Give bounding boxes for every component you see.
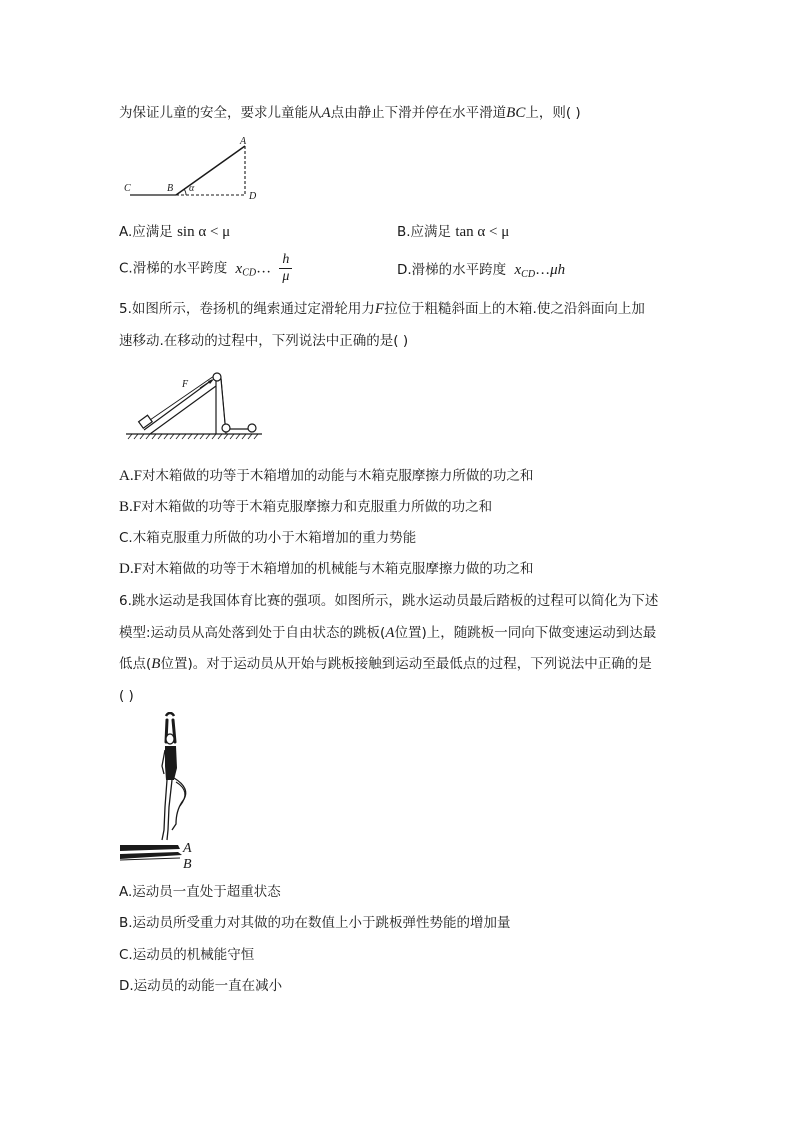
q5-stem-line-2: 速移动.在移动的过程中，下列说法中正确的是( ): [119, 333, 409, 349]
q4-option-a: [119, 222, 230, 242]
q4-option-c-rel: …: [256, 260, 272, 277]
q5-stem-line-1: [119, 299, 645, 319]
q4-label-alpha: α: [189, 183, 195, 194]
q4-option-c-sub: CD: [242, 267, 257, 279]
q5-option-c: C.木箱克服重力所做的功小于木箱增加的重力势能: [119, 530, 417, 546]
q5-winch-figure: [122, 368, 267, 440]
q5-option-a: [119, 466, 533, 486]
q4-stem: [119, 103, 581, 123]
q4-option-d-text: D.滑梯的水平跨度: [397, 262, 507, 278]
q5-stem-text-2: 拉位于粗糙斜面上的木箱.使之沿斜面向上加: [384, 301, 645, 317]
q4-option-a-math: sin α < μ: [177, 224, 231, 240]
q6-stem-line-4: ( ): [119, 688, 134, 704]
q5-option-b-text: 对木箱做的功等于木箱克服摩擦力和克服重力所做的功之和: [141, 499, 493, 515]
q6-label-a: A: [183, 841, 192, 856]
q6-stem-text-1: 模型:运动员从高处落到处于自由状态的跳板(: [119, 625, 386, 641]
q4-option-c: [119, 252, 292, 285]
q4-label-d: D: [249, 191, 257, 202]
q4-label-c: C: [124, 183, 131, 194]
q4-slide-figure: [118, 133, 278, 203]
q6-stem-line-2: [119, 623, 656, 643]
q4-point-bc: BC: [506, 105, 526, 121]
q4-option-c-fraction: [279, 252, 292, 285]
q4-label-a: A: [240, 136, 247, 147]
q5-option-d-text: 对木箱做的功等于木箱增加的机械能与木箱克服摩擦力做的功之和: [141, 561, 534, 577]
q4-option-d-tail: μh: [550, 262, 566, 278]
q6-stem-line-3: [119, 654, 652, 674]
q4-option-c-var: x: [235, 260, 243, 277]
q4-point-a: A: [321, 105, 331, 121]
q4-option-d-var: x: [514, 262, 522, 278]
q6-stem-b: B: [151, 656, 161, 672]
q6-option-a: A.运动员一直处于超重状态: [119, 884, 281, 900]
q6-option-b: B.运动员所受重力对其做的功在数值上小于跳板弹性势能的增加量: [119, 915, 511, 931]
q4-option-c-numerator: h: [279, 252, 292, 269]
q4-option-d: [397, 260, 565, 285]
q4-stem-text-2: 点由静止下滑并停在水平滑道: [330, 105, 507, 121]
q4-option-b-math: tan α < μ: [455, 224, 510, 240]
q4-stem-text-3: 上，则( ): [525, 105, 581, 121]
q6-stem-text-3: 低点(: [119, 656, 152, 672]
q5-option-a-label: A.F: [119, 468, 142, 484]
q5-option-d: [119, 559, 533, 579]
q5-option-d-label: D.F: [119, 561, 142, 577]
q4-option-b: [397, 222, 509, 242]
q5-option-b-label: B.F: [119, 499, 142, 515]
q6-label-b: B: [183, 857, 192, 872]
q6-stem-text-4: 位置)。对于运动员从开始与跳板接触到运动至最低点的过程，下列说法中正确的是: [160, 656, 652, 672]
q5-stem-text-1: 5.如图所示，卷扬机的绳索通过定滑轮用力: [119, 301, 375, 317]
q4-option-d-sub: CD: [521, 269, 536, 280]
q5-option-a-text: 对木箱做的功等于木箱增加的动能与木箱克服摩擦力所做的功之和: [141, 468, 534, 484]
q6-option-c: C.运动员的机械能守恒: [119, 947, 255, 963]
q4-option-d-rel: …: [535, 262, 551, 278]
q6-option-d: D.运动员的动能一直在减小: [119, 978, 283, 994]
q5-label-f: F: [182, 379, 189, 390]
q4-label-b: B: [167, 183, 174, 194]
q4-option-c-denominator: μ: [282, 269, 290, 284]
q6-stem-text-2: 位置)上，随跳板一同向下做变速运动到达最: [394, 625, 657, 641]
q6-diver-figure: [120, 712, 200, 872]
q6-stem-line-1: 6.跳水运动是我国体育比赛的强项。如图所示，跳水运动员最后踏板的过程可以简化为下述: [119, 593, 659, 609]
q4-stem-text-1: 为保证儿童的安全，要求儿童能从: [119, 105, 322, 121]
q4-option-c-text: C.滑梯的水平跨度: [119, 260, 228, 277]
q4-option-b-text: B.应满足: [397, 224, 452, 240]
q4-option-a-text: A.应满足: [119, 224, 173, 240]
q5-stem-f: F: [374, 301, 385, 317]
q6-stem-a: A: [385, 625, 395, 641]
q5-option-b: [119, 497, 492, 517]
